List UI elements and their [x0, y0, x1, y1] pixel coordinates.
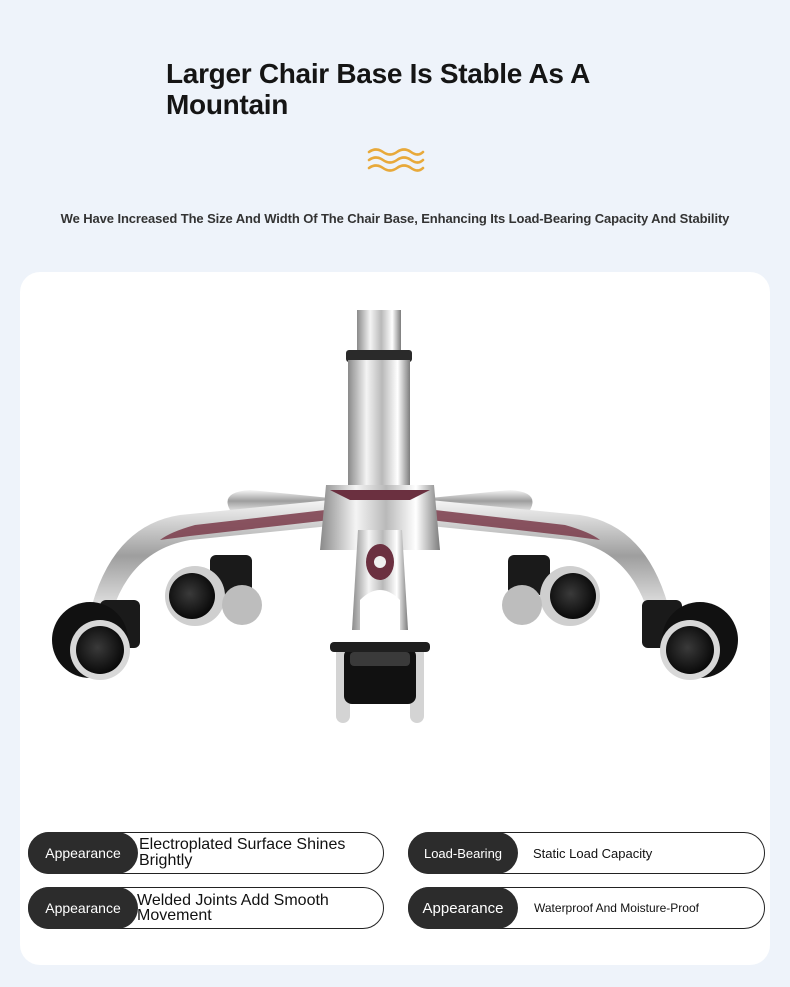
wave-lines-icon [366, 146, 426, 176]
feature-tag-2: Load-Bearing [408, 832, 518, 874]
feature-tag-3: Appearance [28, 887, 138, 929]
feature-text-4: Waterproof And Moisture-Proof [534, 901, 699, 915]
page-title: Larger Chair Base Is Stable As A Mountain [166, 58, 590, 120]
feature-text-2: Static Load Capacity [533, 845, 653, 861]
feature-pill-4 [408, 887, 765, 929]
feature-tag-1: Appearance [28, 832, 138, 874]
feature-pill-1 [28, 832, 384, 874]
feature-tag-4: Appearance [408, 887, 518, 929]
feature-text-1: Electroplated Surface Shines Brightly [139, 836, 346, 869]
feature-text-3: Welded Joints Add Smooth Movement [137, 892, 329, 924]
chair-base-icon [30, 300, 760, 740]
feature-pill-3 [28, 887, 384, 929]
feature-pill-2 [408, 832, 765, 874]
page-subtitle: We Have Increased The Size And Width Of The Chair Base, Enhancing Its Load-Bearing Capacity And Stability [60, 211, 730, 226]
